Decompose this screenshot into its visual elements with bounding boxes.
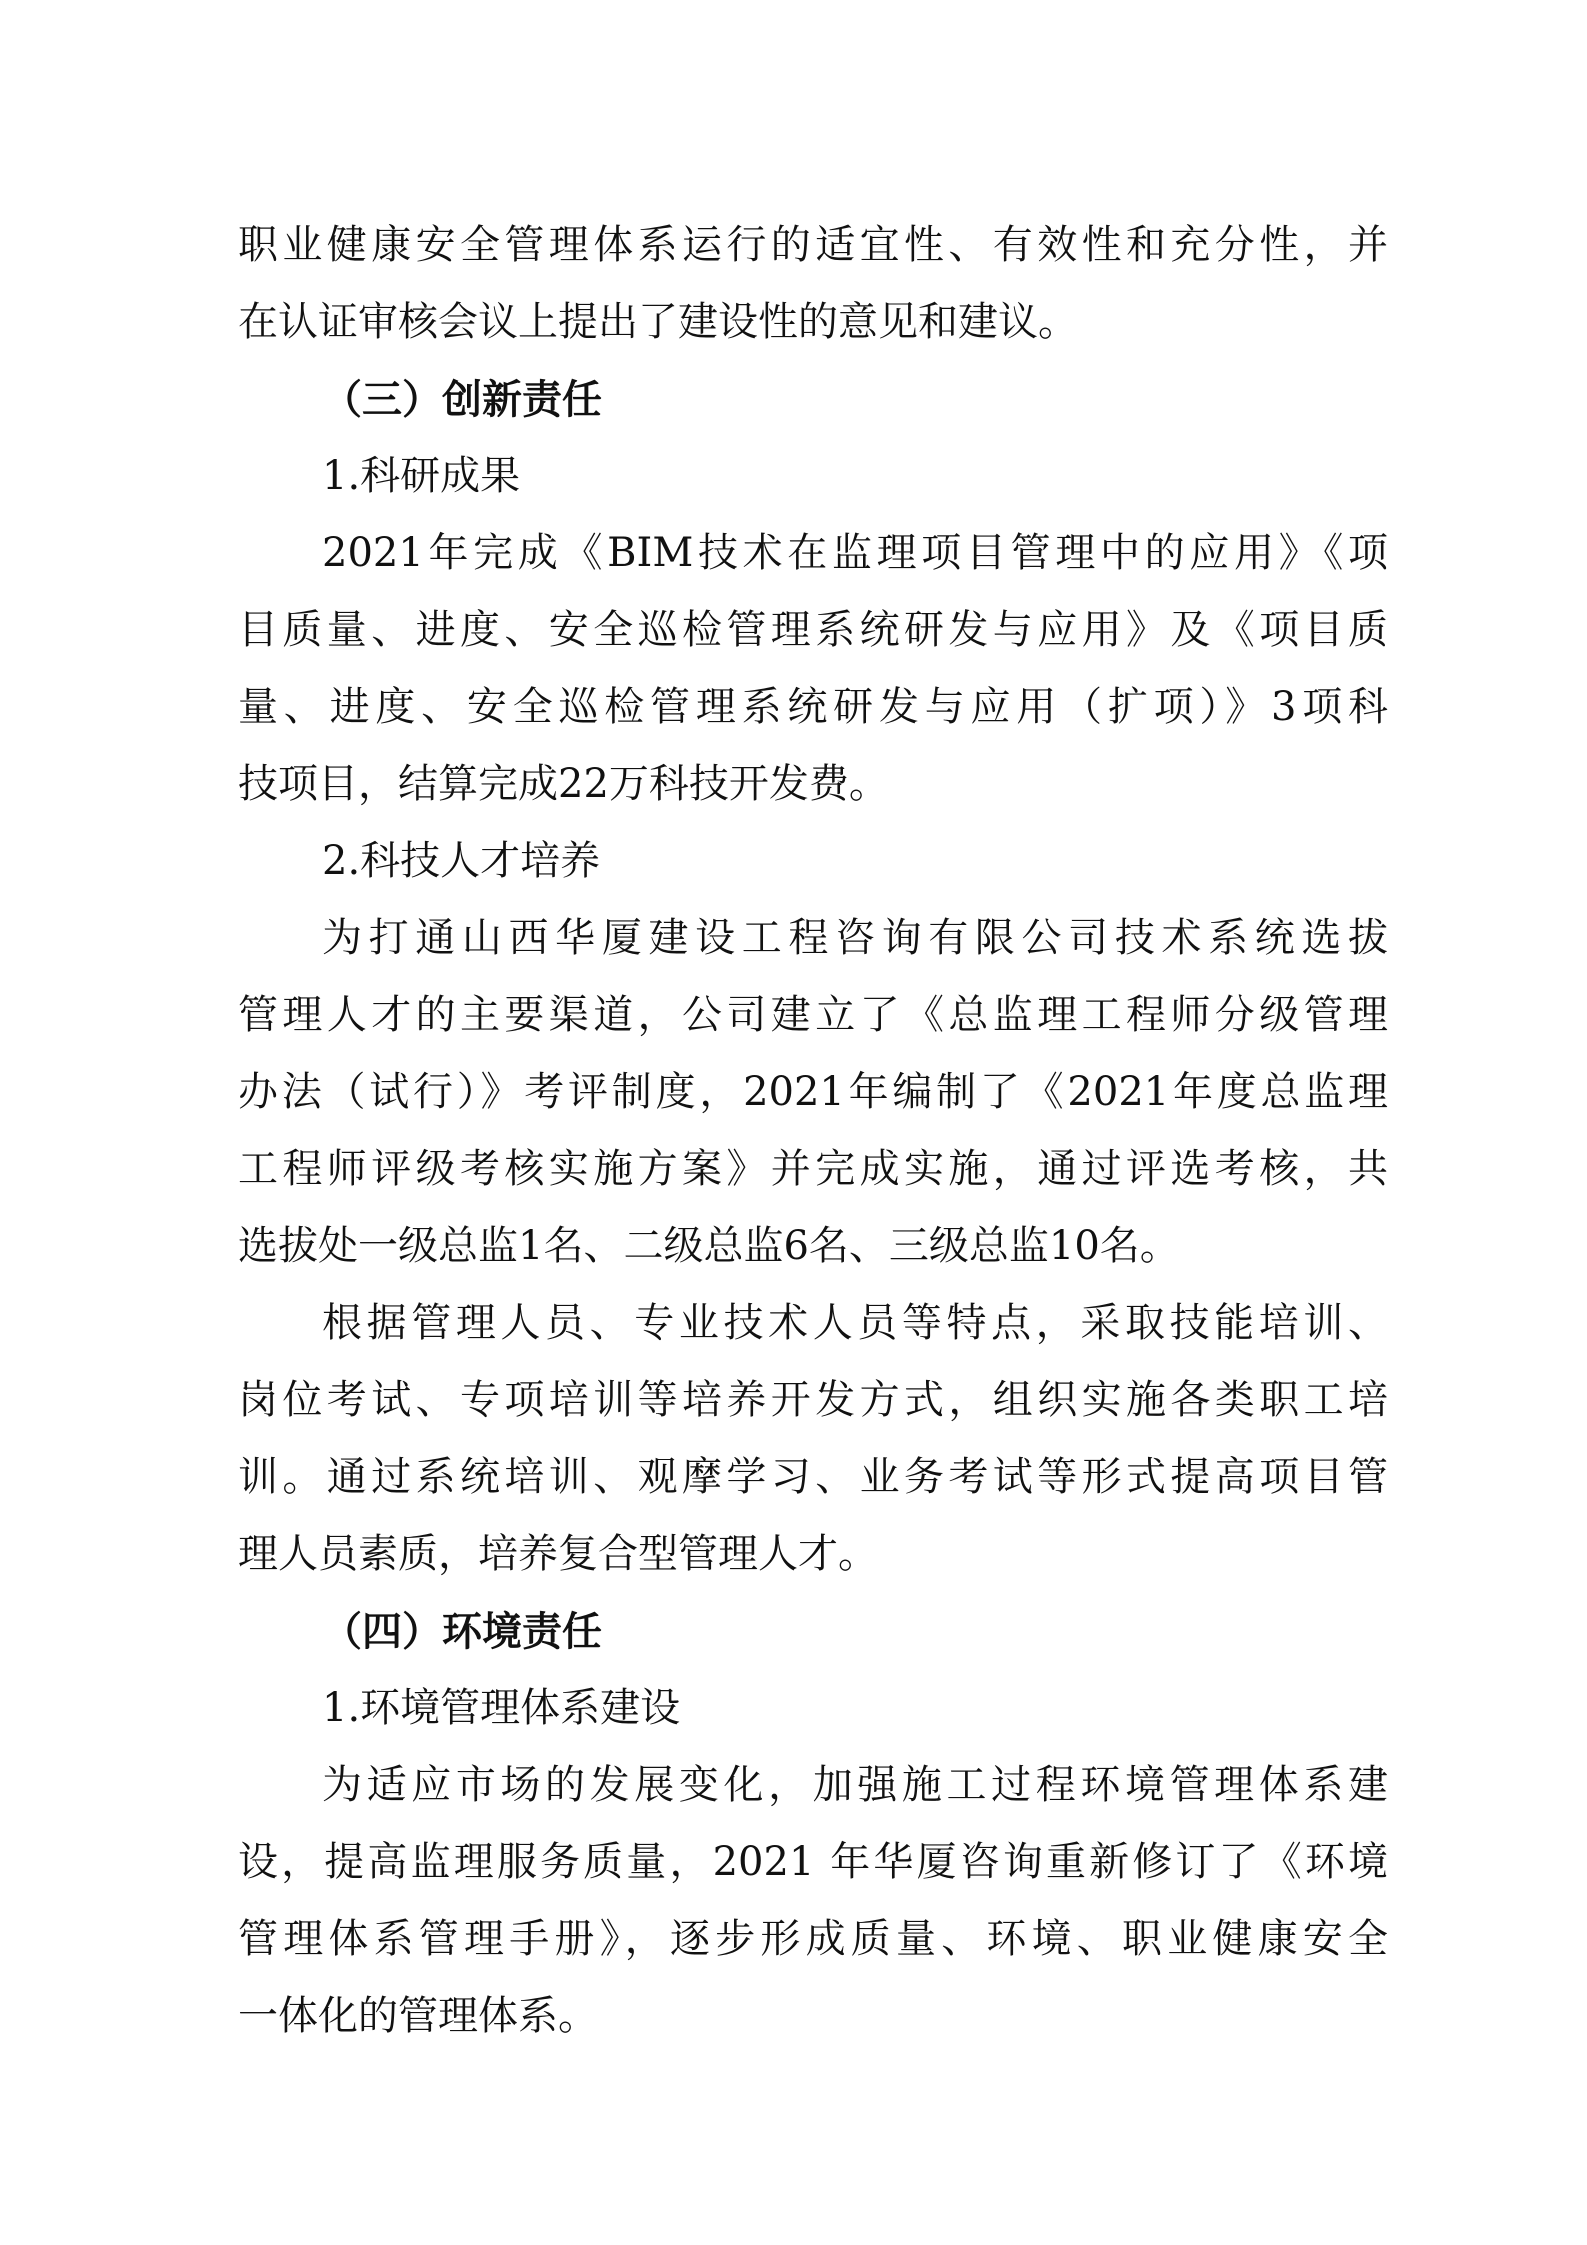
text-line: 目质量、进度、安全巡检管理系统研发与应用》及《项目质 <box>238 607 1388 653</box>
paragraph <box>238 438 1388 515</box>
text-line: 选拔处一级总监1名、二级总监6名、三级总监10名。 <box>238 1223 1180 1269</box>
text-line: 根据管理人员、专业技术人员等特点，采取技能培训、 <box>322 1300 1388 1346</box>
text-line: 工程师评级考核实施方案》并完成实施，通过评选考核，共 <box>238 1146 1388 1192</box>
text-line: 岗位考试、专项培训等培养开发方式，组织实施各类职工培 <box>238 1377 1388 1423</box>
paragraph <box>238 515 1388 823</box>
section-heading <box>238 1593 1388 1670</box>
text-line: 量、进度、安全巡检管理系统研发与应用（扩项）》3项科 <box>238 684 1388 730</box>
text-line: （四）环境责任 <box>322 1608 602 1655</box>
text-line: 2.科技人才培养 <box>322 838 601 884</box>
text-line: 训。通过系统培训、观摩学习、业务考试等形式提高项目管 <box>238 1454 1388 1500</box>
text-line: 为打通山西华厦建设工程咨询有限公司技术系统选拔 <box>322 915 1388 961</box>
text-line: （三）创新责任 <box>322 376 602 423</box>
paragraph <box>238 1670 1388 1747</box>
text-line: 办法（试行）》考评制度，2021年编制了《2021年度总监理 <box>238 1069 1388 1115</box>
text-line: 2021年完成《BIM技术在监理项目管理中的应用》《项 <box>322 530 1388 576</box>
text-line: 1.环境管理体系建设 <box>322 1685 681 1731</box>
text-line: 在认证审核会议上提出了建设性的意见和建议。 <box>238 299 1078 345</box>
section-heading <box>238 361 1388 438</box>
text-line: 为适应市场的发展变化，加强施工过程环境管理体系建 <box>322 1762 1388 1808</box>
text-line: 理人员素质，培养复合型管理人才。 <box>238 1531 878 1577</box>
document-body <box>238 207 1388 2055</box>
paragraph <box>238 207 1388 361</box>
text-line: 管理体系管理手册》，逐步形成质量、环境、职业健康安全 <box>238 1916 1388 1962</box>
text-line: 职业健康安全管理体系运行的适宜性、有效性和充分性，并 <box>238 222 1388 268</box>
text-line: 一体化的管理体系。 <box>238 1993 598 2039</box>
text-line: 1.科研成果 <box>322 453 521 499</box>
paragraph <box>238 900 1388 1285</box>
text-line: 管理人才的主要渠道，公司建立了《总监理工程师分级管理 <box>238 992 1388 1038</box>
paragraph <box>238 823 1388 900</box>
paragraph <box>238 1285 1388 1593</box>
text-line: 技项目，结算完成22万科技开发费。 <box>238 761 889 807</box>
paragraph <box>238 1747 1388 2055</box>
text-line: 设，提高监理服务质量，2021 年华厦咨询重新修订了《环境 <box>238 1839 1388 1885</box>
